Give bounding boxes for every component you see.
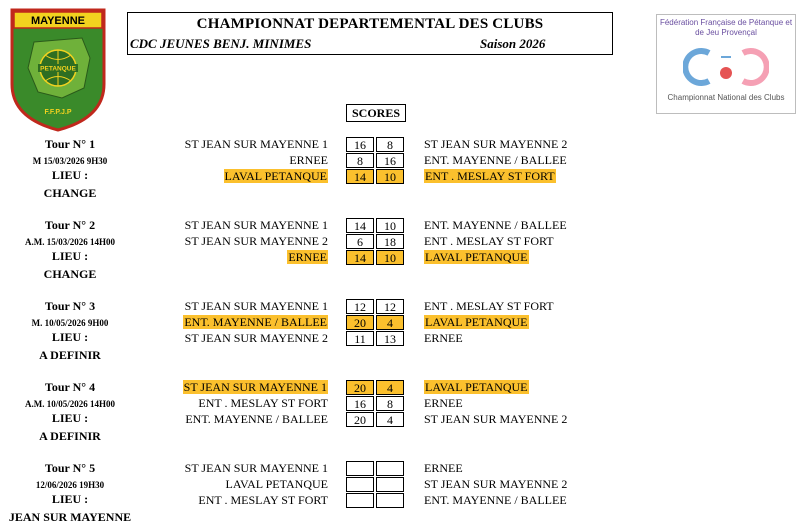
away-team <box>424 169 556 184</box>
round-date: M 15/03/2026 9H30 <box>32 156 108 166</box>
away-team-name: ENT. MAYENNE / BALLEE <box>424 493 567 507</box>
title-box <box>127 12 613 55</box>
home-team-name: ST JEAN SUR MAYENNE 1 <box>184 218 328 232</box>
home-score: 16 <box>346 137 374 152</box>
away-team-name: ST JEAN SUR MAYENNE 2 <box>424 137 568 151</box>
away-team-name: LAVAL PETANQUE <box>425 315 528 329</box>
home-score: 11 <box>346 331 374 346</box>
round-title: Tour N° 1 <box>44 137 96 151</box>
round-place: A DEFINIR <box>39 429 101 443</box>
home-team <box>148 218 328 233</box>
away-team-name: ERNEE <box>424 331 463 345</box>
home-score <box>346 493 374 508</box>
away-score: 4 <box>376 315 404 330</box>
away-team <box>424 412 567 427</box>
home-team <box>148 153 328 168</box>
round-place: CHANGE <box>43 267 97 281</box>
away-score: 18 <box>376 234 404 249</box>
home-team <box>148 380 328 395</box>
away-score <box>376 493 404 508</box>
away-score: 10 <box>376 169 404 184</box>
home-team-name: ENT . MESLAY ST FORT <box>198 493 328 507</box>
home-team <box>148 493 328 508</box>
home-team-name: ERNEE <box>289 153 328 167</box>
away-team-name: ENT . MESLAY ST FORT <box>424 299 554 313</box>
home-score: 14 <box>346 218 374 233</box>
home-team <box>148 234 328 249</box>
away-score: 12 <box>376 299 404 314</box>
round-lieu-label: LIEU : <box>51 411 89 425</box>
away-team <box>424 461 463 476</box>
away-score: 13 <box>376 331 404 346</box>
cnc-logo <box>656 14 796 114</box>
home-score: 20 <box>346 380 374 395</box>
away-team <box>424 331 463 346</box>
home-score <box>346 461 374 476</box>
away-team-name: LAVAL PETANQUE <box>425 250 528 264</box>
cnc-caption: Championnat National des Clubs <box>667 93 785 102</box>
away-team <box>424 380 529 395</box>
away-score: 10 <box>376 218 404 233</box>
away-team-name: ENT . MESLAY ST FORT <box>424 234 554 248</box>
home-team-name: ST JEAN SUR MAYENNE 1 <box>183 380 327 394</box>
round-place: CHANGE <box>43 186 97 200</box>
away-team <box>424 299 554 314</box>
home-score: 16 <box>346 396 374 411</box>
home-team-name: ST JEAN SUR MAYENNE 1 <box>184 461 328 475</box>
away-team-name: ST JEAN SUR MAYENNE 2 <box>424 412 568 426</box>
home-score: 20 <box>346 412 374 427</box>
away-score: 10 <box>376 250 404 265</box>
away-team <box>424 493 567 508</box>
away-score <box>376 477 404 492</box>
cnc-emblem-icon <box>683 43 769 89</box>
round-title: Tour N° 4 <box>44 380 96 394</box>
away-score: 16 <box>376 153 404 168</box>
away-team <box>424 218 567 233</box>
away-team <box>424 250 529 265</box>
home-team-name: ST JEAN SUR MAYENNE 2 <box>184 331 328 345</box>
page-title: CHAMPIONNAT DEPARTEMENTAL DES CLUBS <box>196 16 544 32</box>
mayenne-ffpjp-logo <box>8 6 108 132</box>
round-date: A.M. 15/03/2026 14H00 <box>25 237 115 247</box>
away-team-name: ST JEAN SUR MAYENNE 2 <box>424 477 568 491</box>
round-date: M. 10/05/2026 9H00 <box>31 318 109 328</box>
away-team-name: ERNEE <box>424 461 463 475</box>
away-team-name: ENT . MESLAY ST FORT <box>425 169 555 183</box>
scores-header: SCORES <box>346 104 406 122</box>
round-lieu-label: LIEU : <box>51 330 89 344</box>
round-lieu-label: LIEU : <box>51 168 89 182</box>
away-score: 4 <box>376 412 404 427</box>
home-team-name: ENT. MAYENNE / BALLEE <box>184 315 327 329</box>
away-team-name: LAVAL PETANQUE <box>425 380 528 394</box>
away-team-name: ENT. MAYENNE / BALLEE <box>424 218 567 232</box>
home-score: 20 <box>346 315 374 330</box>
away-team <box>424 137 567 152</box>
home-team-name: ST JEAN SUR MAYENNE 1 <box>184 299 328 313</box>
home-score: 6 <box>346 234 374 249</box>
home-team <box>148 477 328 492</box>
home-team <box>148 250 328 265</box>
home-team-name: ENT . MESLAY ST FORT <box>198 396 328 410</box>
season-label: Saison 2026 <box>480 36 546 51</box>
round-date: 12/06/2026 19H30 <box>35 480 105 490</box>
home-team <box>148 331 328 346</box>
round-title: Tour N° 2 <box>44 218 96 232</box>
home-team <box>148 299 328 314</box>
logo-bottom-text: F.F.P.J.P <box>44 109 72 116</box>
home-team <box>148 315 328 330</box>
away-score: 8 <box>376 396 404 411</box>
round-lieu-label: LIEU : <box>51 249 89 263</box>
home-team-name: ST JEAN SUR MAYENNE 1 <box>184 137 328 151</box>
home-score: 14 <box>346 250 374 265</box>
away-team <box>424 477 567 492</box>
home-score: 14 <box>346 169 374 184</box>
home-score: 12 <box>346 299 374 314</box>
home-team <box>148 461 328 476</box>
home-team <box>148 169 328 184</box>
away-team-name: ENT. MAYENNE / BALLEE <box>424 153 567 167</box>
home-score: 8 <box>346 153 374 168</box>
home-team-name: ERNEE <box>288 250 327 264</box>
away-team-name: ERNEE <box>424 396 463 410</box>
away-team <box>424 153 567 168</box>
home-team <box>148 137 328 152</box>
home-team-name: LAVAL PETANQUE <box>225 477 328 491</box>
round-date: A.M. 10/05/2026 14H00 <box>25 399 115 409</box>
away-score: 8 <box>376 137 404 152</box>
home-team-name: ENT. MAYENNE / BALLEE <box>185 412 328 426</box>
logo-banner-text: MAYENNE <box>31 15 85 27</box>
away-score: 4 <box>376 380 404 395</box>
home-team <box>148 412 328 427</box>
home-score <box>346 477 374 492</box>
round-place: A DEFINIR <box>39 348 101 362</box>
away-score <box>376 461 404 476</box>
away-team <box>424 315 529 330</box>
round-title: Tour N° 3 <box>44 299 96 313</box>
competition-subtitle: CDC JEUNES BENJ. MINIMES <box>130 36 312 51</box>
round-lieu-label: LIEU : <box>51 492 89 506</box>
logo-center-text: PETANQUE <box>40 65 76 73</box>
round-place: JEAN SUR MAYENNE <box>8 510 132 524</box>
away-team <box>424 234 554 249</box>
round-title: Tour N° 5 <box>44 461 96 475</box>
federation-name: Fédération Française de Pétanque et de Jeu Provençal <box>659 18 793 37</box>
away-team <box>424 396 463 411</box>
home-team <box>148 396 328 411</box>
home-team-name: ST JEAN SUR MAYENNE 2 <box>184 234 328 248</box>
home-team-name: LAVAL PETANQUE <box>224 169 327 183</box>
